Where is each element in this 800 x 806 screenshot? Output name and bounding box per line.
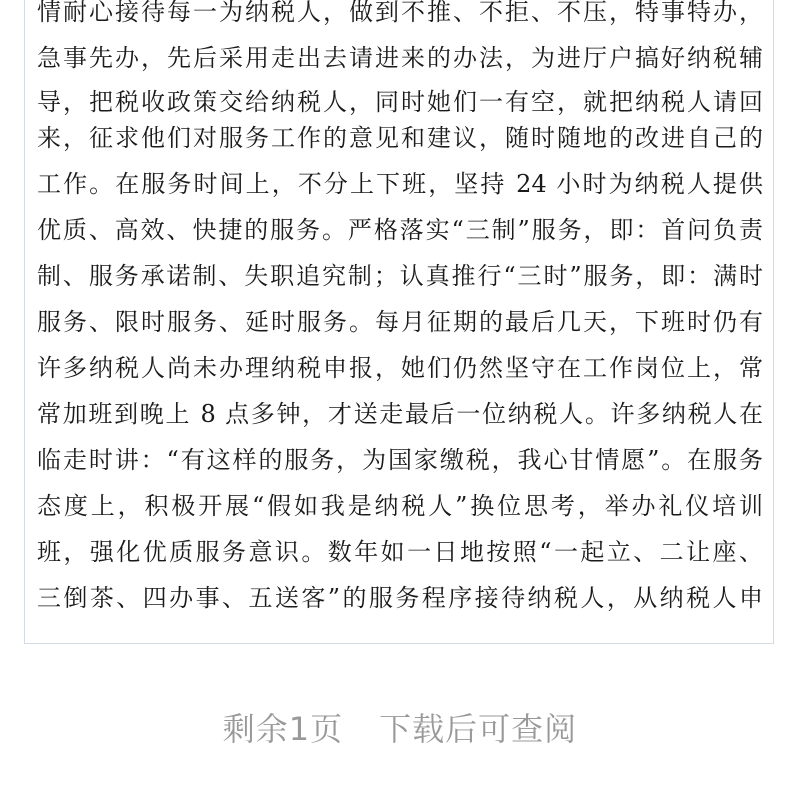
text-line: 来，征求他们对服务工作的意见和建议，随时随地的改进自己的 <box>37 124 763 152</box>
text-line: 许多纳税人尚未办理纳税申报，她们仍然坚守在工作岗位上，常 <box>37 354 763 382</box>
text-line: 服务、限时服务、延时服务。每月征期的最后几天，下班时仍有 <box>37 308 763 336</box>
text-line: 导，把税收政策交给纳税人，同时她们一有空，就把纳税人请回 <box>37 88 763 116</box>
text-line: 态度上，积极开展“假如我是纳税人”换位思考，举办礼仪培训 <box>37 492 763 520</box>
text-line: 制、服务承诺制、失职追究制；认真推行“三时”服务，即：满时 <box>37 262 763 290</box>
download-to-view-text: 下载后可查阅 <box>379 710 578 748</box>
text-line: 情耐心接待每一为纳税人，做到不推、不拒、不压，特事特办， <box>37 0 763 26</box>
text-line: 急事先办，先后采用走出去请进来的办法，为进厅户搞好纳税辅 <box>37 44 763 72</box>
remaining-pages-text: 剩余1页 <box>222 710 344 748</box>
document-page <box>24 0 774 644</box>
text-line: 班，强化优质服务意识。数年如一日地按照“一起立、二让座、 <box>37 538 763 566</box>
text-line: 临走时讲：“有这样的服务，为国家缴税，我心甘情愿”。在服务 <box>37 446 763 474</box>
text-line: 三倒茶、四办事、五送客”的服务程序接待纳税人，从纳税人申 <box>37 584 763 612</box>
text-line: 优质、高效、快捷的服务。严格落实“三制”服务，即：首问负责 <box>37 216 763 244</box>
text-line: 常加班到晚上 8 点多钟，才送走最后一位纳税人。许多纳税人在 <box>37 400 763 428</box>
download-prompt[interactable] <box>0 704 800 754</box>
text-line: 工作。在服务时间上，不分上下班，坚持 24 小时为纳税人提供 <box>37 170 763 198</box>
